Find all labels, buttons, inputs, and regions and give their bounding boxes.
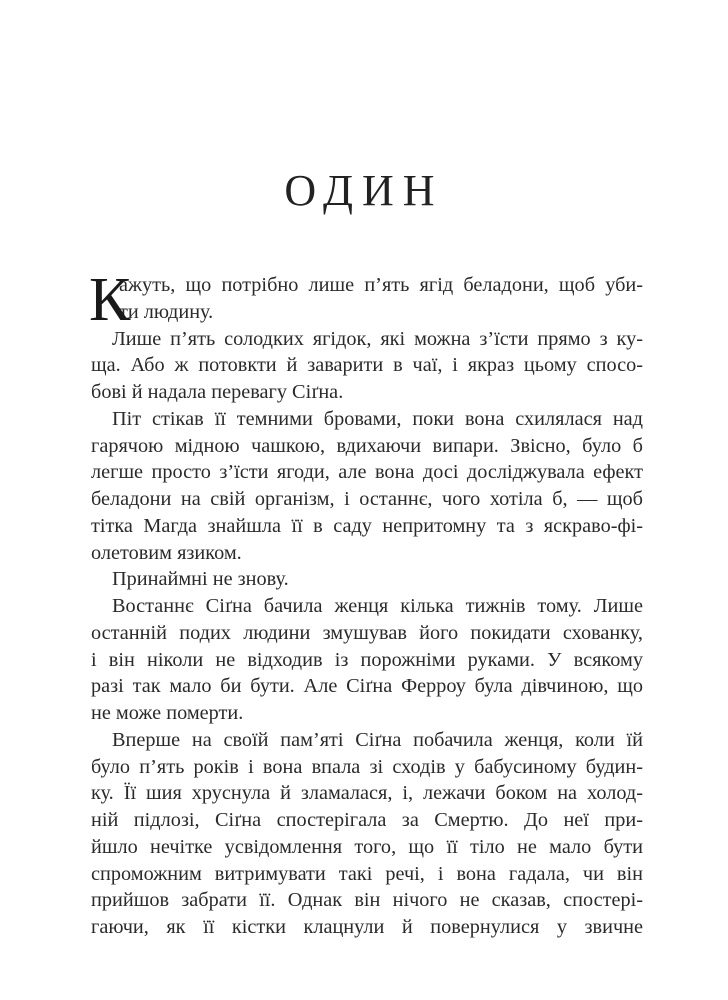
text-line: не може померти. bbox=[91, 702, 244, 724]
text-line: гарячою мідною чашкою, вдихаючи випари. Звісно, було б bbox=[91, 434, 643, 457]
text-line: легше просто з’їсти ягоди, але вона досі досліджувала ефект bbox=[91, 461, 643, 484]
text-line: Принаймні не знову. bbox=[112, 568, 289, 591]
text-line: ажуть, що потрібно лише п’ять ягід беладони, щоб уби- bbox=[119, 274, 643, 296]
drop-cap: К bbox=[89, 266, 131, 334]
text-line: і він ніколи не відходив із порожніми руками. У всякому bbox=[91, 648, 643, 671]
text-line: тітка Магда знайшла її в саду непритомну та з яскраво-фі- bbox=[91, 514, 643, 537]
text-line: Вперше на своїй пам’яті Сіґна побачила женця, коли їй bbox=[112, 728, 643, 751]
text-line: Піт стікав її темними бровами, поки вона схилялася над bbox=[112, 407, 643, 430]
text-line: спроможним витримувати такі речі, і вона гадала, чи він bbox=[91, 862, 643, 885]
text-line: бові й надала перевагу Сіґна. bbox=[91, 381, 344, 403]
text-line: йшло нечітке усвідомлення того, що її тіло не мало бути bbox=[91, 835, 643, 858]
text-line: було п’ять років і вона впала зі сходів у бабусиному будин- bbox=[91, 755, 643, 778]
chapter-title: ОДИН bbox=[284, 166, 444, 216]
text-line: беладони на свій організм, і останнє, чого хотіла б, — щоб bbox=[91, 488, 643, 510]
text-line: Лише п’ять солодких ягідок, які можна з’їсти прямо з ку- bbox=[112, 327, 643, 350]
text-line: гаючи, як її кістки клацнули й повернулися у звичне bbox=[91, 916, 643, 938]
text-line: олетовим язиком. bbox=[91, 541, 242, 564]
text-line: ти людину. bbox=[119, 300, 214, 323]
text-line: разі так мало би бути. Але Сіґна Ферроу була дівчиною, що bbox=[91, 675, 643, 698]
text-line: ща. Або ж потовкти й заварити в чаї, і якраз цьому спосо- bbox=[91, 354, 643, 377]
text-line: прийшов забрати її. Однак він нічого не сказав, спостері- bbox=[91, 889, 643, 912]
text-line: останній подих людини змушував його покидати схованку, bbox=[91, 621, 643, 644]
chapter-body bbox=[89, 266, 643, 941]
text-line: ній підлозі, Сіґна спостерігала за Смертю. До неї при- bbox=[91, 809, 643, 831]
text-line: ку. Її шия хруснула й зламалася, і, лежачи боком на холод- bbox=[91, 782, 643, 805]
text-line: Востаннє Сіґна бачила женця кілька тижнів тому. Лише bbox=[112, 595, 643, 617]
